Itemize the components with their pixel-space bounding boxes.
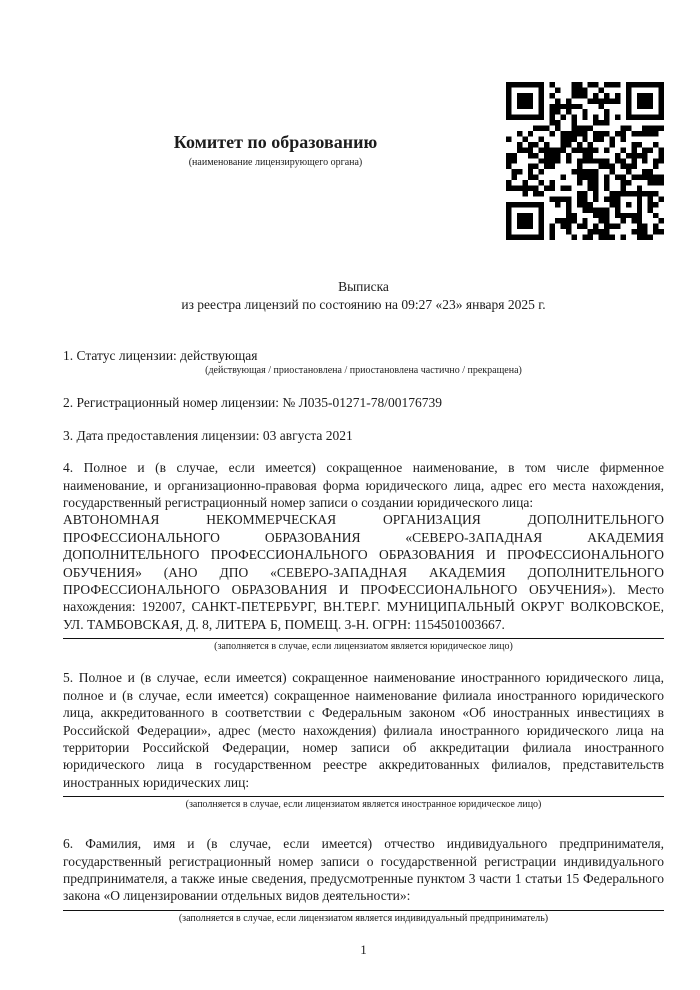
item-5-caption: (заполняется в случае, если лицензиатом является иностранное юридическое лицо): [185, 799, 542, 811]
qr-code: [506, 82, 664, 240]
item-1-license-status: 1. Статус лицензии: действующая: [63, 348, 258, 363]
item-5-foreign-entity-info: 5. Полное и (в случае, если имеется) сокращенное наименование иностранного юридического лица, полное и (в случае, если имеется) сокращенное наименование филиала иностранного юридического лица, аккредитованного в соответствии с Федеральным законом «Об иностранных инвестициях в Российской Федерации», адрес (место нахождения) филиала иностранного юридического лица на территории Российской Федерации, номер записи об аккредитации филиала иностранного юридического лица в государственном реестре аккредитованных филиалов, представительств иностранных юридических лиц:: [63, 670, 664, 790]
document-title-date-line: из реестра лицензий по состоянию на 09:27 «23» января 2025 г.: [181, 297, 546, 312]
licensing-authority-name: Комитет по образованию: [173, 132, 378, 152]
item-4-legal-entity-info: 4. Полное и (в случае, если имеется) сокращенное наименование, в том числе фирменное наименование, и организационно-правовая форма юридического лица, адрес его места нахождения, государственный регистрационный номер записи о создании юридического лица:: [63, 460, 664, 511]
licensing-authority-block: [63, 131, 506, 169]
item-4-caption: (заполняется в случае, если лицензиатом является юридическое лицо): [214, 641, 513, 653]
item-6-caption: (заполняется в случае, если лицензиатом является индивидуальный предприниматель): [178, 912, 549, 924]
page-number: 1: [360, 941, 367, 957]
separator-line: [63, 910, 664, 911]
item-4-legal-entity-value: АВТОНОМНАЯ НЕКОММЕРЧЕСКАЯ ОРГАНИЗАЦИЯ ДОПОЛНИТЕЛЬНОГО ПРОФЕССИОНАЛЬНОГО ОБРАЗОВАНИЯ «СЕВЕРО-ЗАПАДНАЯ АКАДЕМИЯ ДОПОЛНИТЕЛЬНОГО ПРОФЕССИОНАЛЬНОГО ОБРАЗОВАНИЯ И ПРОФЕССИОНАЛЬНОГО ОБУЧЕНИЯ» (АНО ДПО «СЕВЕРО-ЗАПАДНАЯ АКАДЕМИЯ ДОПОЛНИТЕЛЬНОГО ПРОФЕССИОНАЛЬНОГО ОБРАЗОВАНИЯ И ПРОФЕССИОНАЛЬНОГО ОБУЧЕНИЯ»). Место нахождения: 192007, САНКТ-ПЕТЕРБУРГ, ВН.ТЕР.Г. МУНИЦИПАЛЬНЫЙ ОКРУГ ВОЛКОВСКОЕ, УЛ. ТАМБОВСКАЯ, Д. 8, ЛИТЕРА Б, ПОМЕЩ. 3-Н. ОГРН: 1154501003667.: [63, 512, 664, 632]
item-2-registration-number: 2. Регистрационный номер лицензии: № Л035-01271-78/00176739: [63, 395, 443, 411]
document-body: [63, 347, 664, 925]
document-title-line: Выписка: [338, 279, 389, 294]
document-header: [63, 82, 664, 240]
document-title: [63, 278, 664, 314]
licensing-authority-caption: (наименование лицензирующего органа): [188, 157, 363, 168]
item-3-grant-date: 3. Дата предоставления лицензии: 03 августа 2021: [63, 427, 353, 443]
separator-line: [63, 796, 664, 797]
item-1-status-caption: (действующая / приостановлена / приостановлена частично / прекращена): [205, 365, 522, 377]
separator-line: [63, 638, 664, 639]
item-6-individual-entrepreneur-info: 6. Фамилия, имя и (в случае, если имеется) отчество индивидуального предпринимателя, государственный регистрационный номер записи о государственной регистрации индивидуального предпринимателя, а также иные сведения, предусмотренные пунктом 3 части 1 статьи 15 Федерального закона «О лицензировании отдельных видов деятельности»:: [63, 836, 664, 904]
